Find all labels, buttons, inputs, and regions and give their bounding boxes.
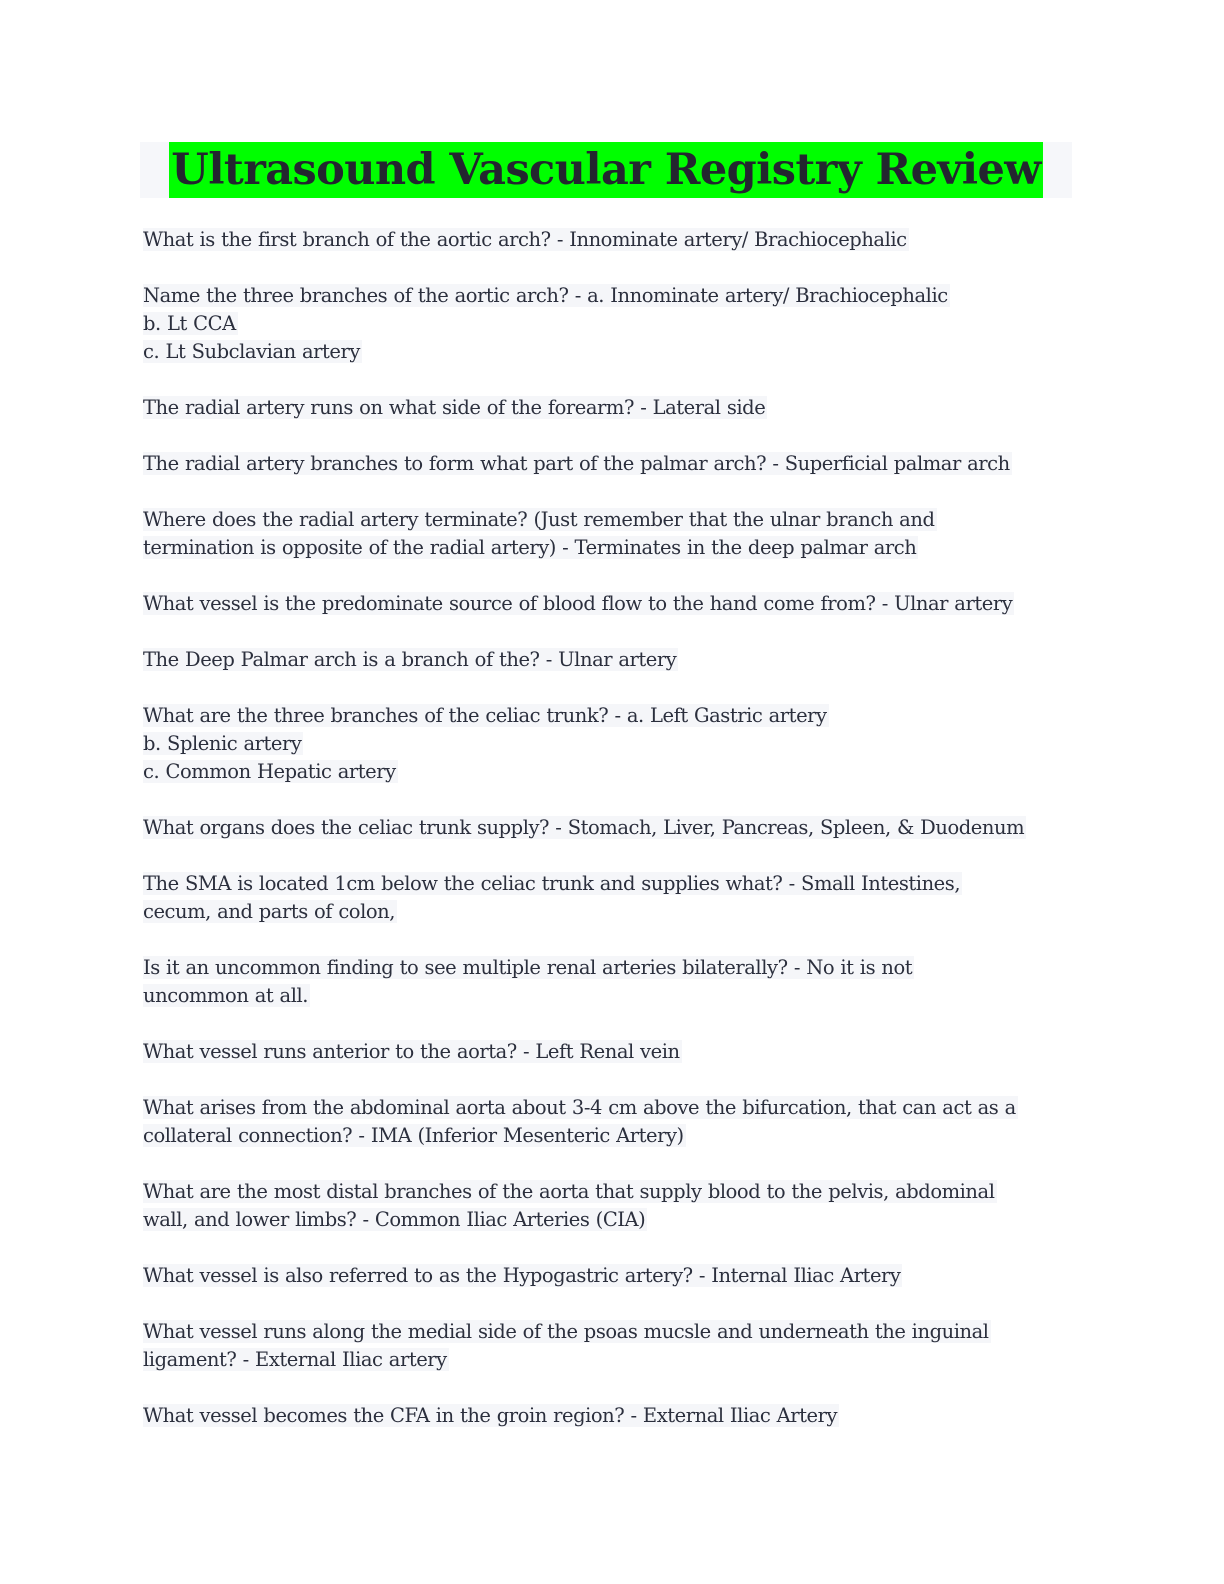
- qa-line-text: ligament? - External Iliac artery: [143, 1348, 447, 1371]
- qa-line: [143, 954, 1072, 982]
- qa-item: [143, 506, 1072, 562]
- qa-line-text: What are the most distal branches of the aorta that supply blood to the pelvis, abdominal: [143, 1180, 995, 1203]
- question-answer-list: [140, 226, 1072, 1430]
- qa-line: [143, 758, 1072, 786]
- qa-item: [143, 590, 1072, 618]
- qa-item: [143, 954, 1072, 1010]
- qa-line-text: What vessel is also referred to as the Hypogastric artery? - Internal Iliac Artery: [143, 1264, 901, 1287]
- qa-line: [143, 450, 1072, 478]
- qa-line-text: collateral connection? - IMA (Inferior Mesenteric Artery): [143, 1124, 684, 1147]
- qa-line: [143, 1038, 1072, 1066]
- qa-line-text: What organs does the celiac trunk supply? - Stomach, Liver, Pancreas, Spleen, & Duodenum: [143, 816, 1025, 839]
- qa-line-text: cecum, and parts of colon,: [143, 900, 396, 923]
- qa-item: [143, 1038, 1072, 1066]
- qa-line-text: Is it an uncommon finding to see multiple renal arteries bilaterally? - No it is not: [143, 956, 913, 979]
- qa-line: [143, 534, 1072, 562]
- qa-item: [143, 450, 1072, 478]
- qa-item: [143, 1094, 1072, 1150]
- qa-item: [143, 226, 1072, 254]
- qa-line: [143, 1262, 1072, 1290]
- qa-item: [143, 1178, 1072, 1234]
- qa-line-text: wall, and lower limbs? - Common Iliac Arteries (CIA): [143, 1208, 646, 1231]
- qa-line-text: b. Splenic artery: [143, 732, 302, 755]
- qa-line: [143, 394, 1072, 422]
- qa-line: [143, 646, 1072, 674]
- qa-line: [143, 1122, 1072, 1150]
- qa-line-text: c. Common Hepatic artery: [143, 760, 396, 783]
- qa-line-text: uncommon at all.: [143, 984, 309, 1007]
- qa-line: [143, 730, 1072, 758]
- qa-line: [143, 1318, 1072, 1346]
- qa-line: [143, 870, 1072, 898]
- qa-line-text: What is the first branch of the aortic arch? - Innominate artery/ Brachiocephalic: [143, 228, 907, 251]
- qa-line: [143, 590, 1072, 618]
- qa-line: [143, 1402, 1072, 1430]
- qa-line-text: Name the three branches of the aortic arch? - a. Innominate artery/ Brachiocephalic: [143, 284, 948, 307]
- qa-line-text: What vessel becomes the CFA in the groin region? - External Iliac Artery: [143, 1404, 838, 1427]
- qa-line-text: What vessel is the predominate source of blood flow to the hand come from? - Ulnar artery: [143, 592, 1013, 615]
- qa-line-text: c. Lt Subclavian artery: [143, 340, 360, 363]
- qa-item: [143, 394, 1072, 422]
- qa-line: [143, 1094, 1072, 1122]
- qa-line: [143, 1178, 1072, 1206]
- qa-item: [143, 1402, 1072, 1430]
- qa-line-text: What are the three branches of the celiac trunk? - a. Left Gastric artery: [143, 704, 827, 727]
- qa-item: [143, 1262, 1072, 1290]
- qa-line-text: The SMA is located 1cm below the celiac trunk and supplies what? - Small Intestines,: [143, 872, 961, 895]
- qa-line: [143, 814, 1072, 842]
- qa-item: [143, 646, 1072, 674]
- qa-line-text: The radial artery runs on what side of the forearm? - Lateral side: [143, 396, 766, 419]
- qa-line-text: The Deep Palmar arch is a branch of the? - Ulnar artery: [143, 648, 677, 671]
- title-bar: [140, 142, 1072, 198]
- qa-line: [143, 982, 1072, 1010]
- qa-line: [143, 702, 1072, 730]
- qa-line-text: Where does the radial artery terminate? (Just remember that the ulnar branch and: [143, 508, 935, 531]
- document-page: [140, 142, 1072, 1458]
- qa-item: [143, 870, 1072, 926]
- qa-line-text: What vessel runs anterior to the aorta? - Left Renal vein: [143, 1040, 680, 1063]
- qa-item: [143, 1318, 1072, 1374]
- qa-line: [143, 1206, 1072, 1234]
- qa-line: [143, 506, 1072, 534]
- qa-item: [143, 814, 1072, 842]
- qa-line: [143, 282, 1072, 310]
- qa-line: [143, 338, 1072, 366]
- qa-line: [143, 1346, 1072, 1374]
- qa-item: [143, 282, 1072, 366]
- qa-line: [143, 310, 1072, 338]
- qa-line-text: The radial artery branches to form what part of the palmar arch? - Superficial palmar arch: [143, 452, 1010, 475]
- qa-line-text: termination is opposite of the radial artery) - Terminates in the deep palmar arch: [143, 536, 917, 559]
- qa-item: [143, 702, 1072, 786]
- qa-line-text: What arises from the abdominal aorta about 3-4 cm above the bifurcation, that can act as a: [143, 1096, 1016, 1119]
- document-title: Ultrasound Vascular Registry Review: [169, 142, 1042, 198]
- qa-line: [143, 898, 1072, 926]
- qa-line-text: b. Lt CCA: [143, 312, 236, 335]
- qa-line: [143, 226, 1072, 254]
- qa-line-text: What vessel runs along the medial side of the psoas mucsle and underneath the inguinal: [143, 1320, 989, 1343]
